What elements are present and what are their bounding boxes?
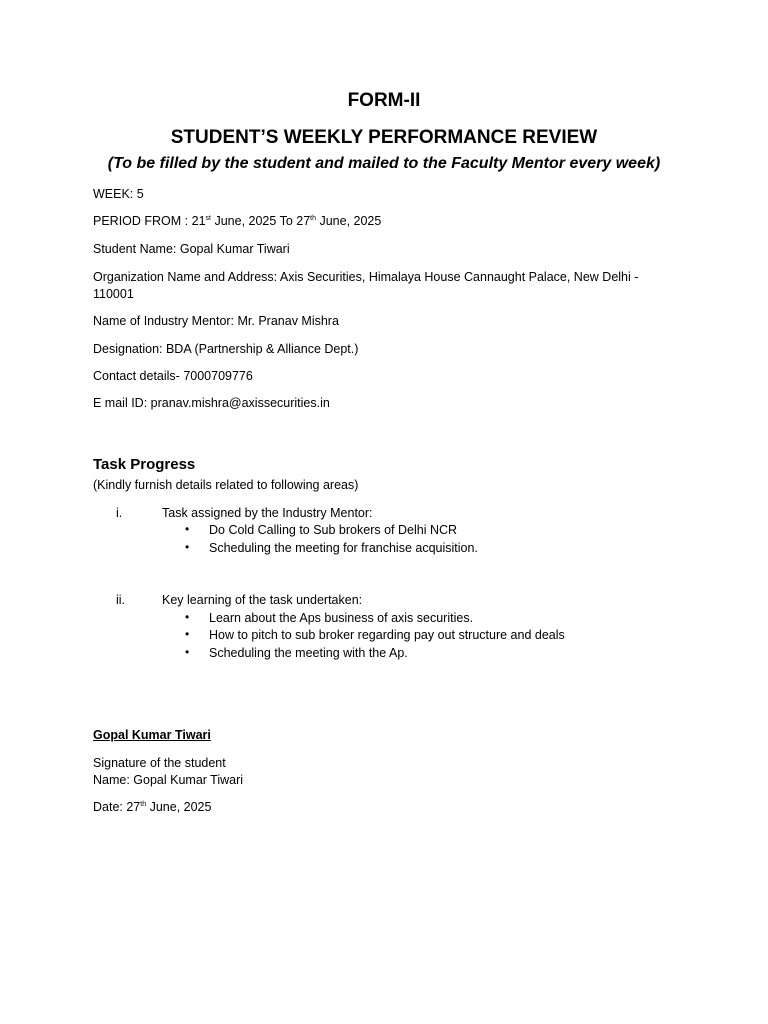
bullet-icon: •	[185, 645, 190, 659]
bullet-icon: •	[185, 522, 190, 536]
task-progress-note: (Kindly furnish details related to following areas)	[93, 478, 359, 492]
period-sup-1: st	[205, 214, 211, 222]
student-name-line: Student Name: Gopal Kumar Tiwari	[93, 242, 290, 256]
section-numeral: i.	[116, 506, 123, 520]
week-line: WEEK: 5	[93, 187, 144, 201]
period-line	[93, 213, 381, 229]
bullet-icon: •	[185, 627, 190, 641]
signature-name: Gopal Kumar Tiwari	[93, 728, 211, 742]
date-line	[93, 799, 211, 815]
list-item: Scheduling the meeting for franchise acquisition.	[209, 541, 478, 555]
period-prefix: PERIOD FROM : 21	[93, 214, 206, 228]
date-prefix: Date: 27	[93, 800, 141, 814]
date-suffix: June, 2025	[146, 800, 212, 814]
period-sup-2: th	[310, 214, 316, 222]
list-item: Scheduling the meeting with the Ap.	[209, 646, 408, 660]
industry-mentor-line: Name of Industry Mentor: Mr. Pranav Mishra	[93, 314, 339, 328]
page-title: STUDENT’S WEEKLY PERFORMANCE REVIEW	[170, 127, 598, 148]
page-subtitle: (To be filled by the student and mailed to the Faculty Mentor every week)	[107, 155, 661, 172]
list-item: How to pitch to sub broker regarding pay out structure and deals	[209, 628, 565, 642]
section-heading: Task assigned by the Industry Mentor:	[162, 506, 373, 520]
designation-line: Designation: BDA (Partnership & Alliance Dept.)	[93, 342, 359, 356]
period-suffix: June, 2025	[316, 214, 382, 228]
contact-line: Contact details- 7000709776	[93, 369, 253, 383]
section-numeral: ii.	[116, 593, 126, 607]
organization-line-1: Organization Name and Address: Axis Securities, Himalaya House Cannaught Palace, New Delhi -	[93, 270, 639, 284]
task-progress-title: Task Progress	[93, 456, 196, 473]
organization-line-2: 110001	[93, 287, 134, 301]
bullet-icon: •	[185, 540, 190, 554]
form-title: FORM-II	[347, 90, 421, 111]
bullet-icon: •	[185, 610, 190, 624]
date-sup: th	[140, 800, 147, 808]
section-heading: Key learning of the task undertaken:	[162, 593, 363, 607]
list-item: Learn about the Aps business of axis securities.	[209, 611, 474, 625]
period-middle: June, 2025 To 27	[210, 214, 311, 228]
email-line: E mail ID: pranav.mishra@axissecurities.in	[93, 396, 330, 410]
list-item: Do Cold Calling to Sub brokers of Delhi NCR	[209, 523, 458, 537]
signature-label: Signature of the student	[93, 756, 226, 770]
signature-name-line: Name: Gopal Kumar Tiwari	[93, 773, 244, 787]
